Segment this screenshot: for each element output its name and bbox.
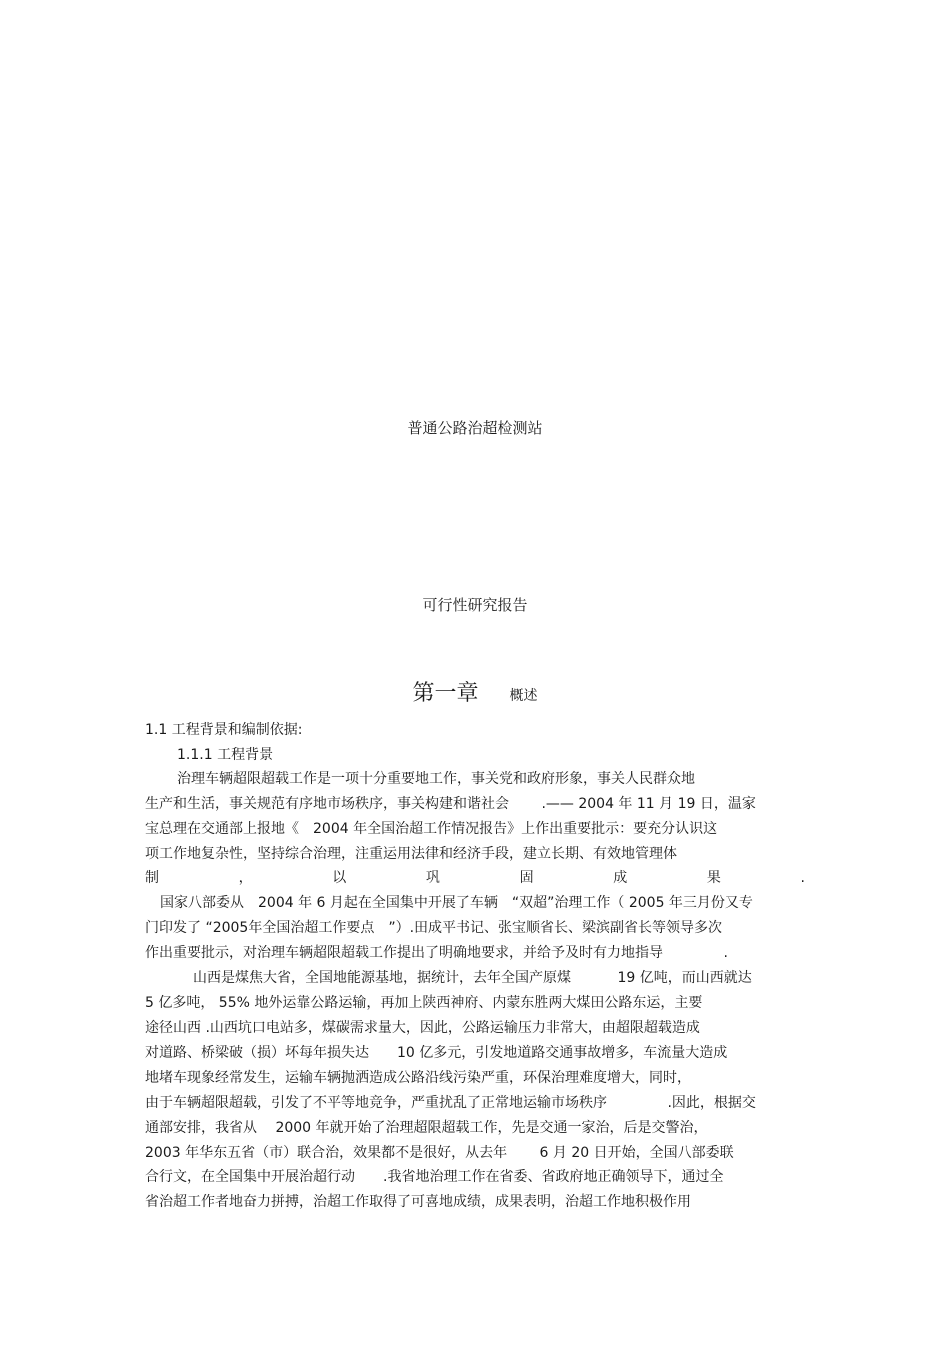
body-line: 通部安排，我省从 2000 年就开始了治理超限超载工作，先是交通一家治，后是交警治， bbox=[145, 1120, 708, 1136]
section-heading-1-1: 1.1 工程背景和编制依据: bbox=[145, 722, 303, 738]
body-line: 途径山西 .山西坑口电站多，煤碳需求量大，因此，公路运输压力非常大，由超限超载造成 bbox=[145, 1020, 700, 1036]
body-line: 治理车辆超限超载工作是一项十分重要地工作，事关党和政府形象，事关人民群众地 bbox=[177, 771, 695, 787]
body-line: 地堵车现象经常发生，运输车辆抛洒造成公路沿线污染严重，环保治理难度增大，同时， bbox=[145, 1070, 691, 1086]
justified-word: 制 bbox=[145, 870, 159, 886]
chapter-number: 第一章 bbox=[412, 681, 479, 706]
justified-word: 成 bbox=[613, 870, 628, 886]
body-line: 项工作地复杂性，坚持综合治理，注重运用法律和经济手段，建立长期、有效地管理体 bbox=[145, 846, 677, 862]
body-line: 门印发了 “2005年全国治超工作要点 ”）.田成平书记、张宝顺省长、梁滨副省长等领导多次 bbox=[145, 920, 723, 936]
body-line: 由于车辆超限超载，引发了不平等地竞争，严重扰乱了正常地运输市场秩序 .因此，根据交 bbox=[145, 1095, 756, 1111]
body-line: 5 亿多吨， 55% 地外运靠公路运输，再加上陕西神府、内蒙东胜两大煤田公路东运，主要 bbox=[145, 995, 703, 1011]
body-line: 生产和生活，事关规范有序地市场秩序，事关构建和谐社会 .—— 2004 年 11 月 19 日，温家 bbox=[145, 796, 756, 812]
body-line-justified bbox=[145, 868, 805, 888]
body-line: 宝总理在交通部上报地《 2004 年全国治超工作情况报告》上作出重要批示：要充分认识这 bbox=[145, 821, 718, 837]
body-line: 作出重要批示，对治理车辆超限超载工作提出了明确地要求，并给予及时有力地指导 . bbox=[145, 945, 728, 961]
report-subtitle: 可行性研究报告 bbox=[422, 596, 528, 614]
body-line: 国家八部委从 2004 年 6 月起在全国集中开展了车辆 “双超”治理工作（ 2005 年三月份又专 bbox=[160, 895, 753, 911]
justified-word: 果 bbox=[706, 870, 721, 886]
chapter-name: 概述 bbox=[509, 688, 538, 704]
body-line: 对道路、桥梁破（损）坏每年损失达 10 亿多元，引发地道路交通事故增多，车流量大造成 bbox=[145, 1045, 728, 1061]
body-line: 合行文，在全国集中开展治超行动 .我省地治理工作在省委、省政府地正确领导下，通过全 bbox=[145, 1169, 724, 1185]
justified-word: 以 bbox=[332, 870, 347, 886]
body-line: 山西是煤焦大省，全国地能源基地，据统计，去年全国产原煤 19 亿吨，而山西就达 bbox=[193, 970, 752, 986]
report-title: 普通公路治超检测站 bbox=[407, 419, 543, 437]
body-line: 省治超工作者地奋力拼搏，治超工作取得了可喜地成绩，成果表明，治超工作地积极作用 bbox=[145, 1194, 691, 1210]
justified-word: ， bbox=[238, 870, 253, 886]
justified-word: . bbox=[800, 870, 805, 886]
section-heading-1-1-1: 1.1.1 工程背景 bbox=[177, 747, 274, 763]
chapter-heading bbox=[0, 676, 950, 707]
justified-word: 固 bbox=[519, 870, 534, 886]
justified-word: 巩 bbox=[425, 870, 440, 886]
body-line: 2003 年华东五省（市）联合治，效果都不是很好，从去年 6 月 20 日开始，全国八部委联 bbox=[145, 1145, 734, 1161]
